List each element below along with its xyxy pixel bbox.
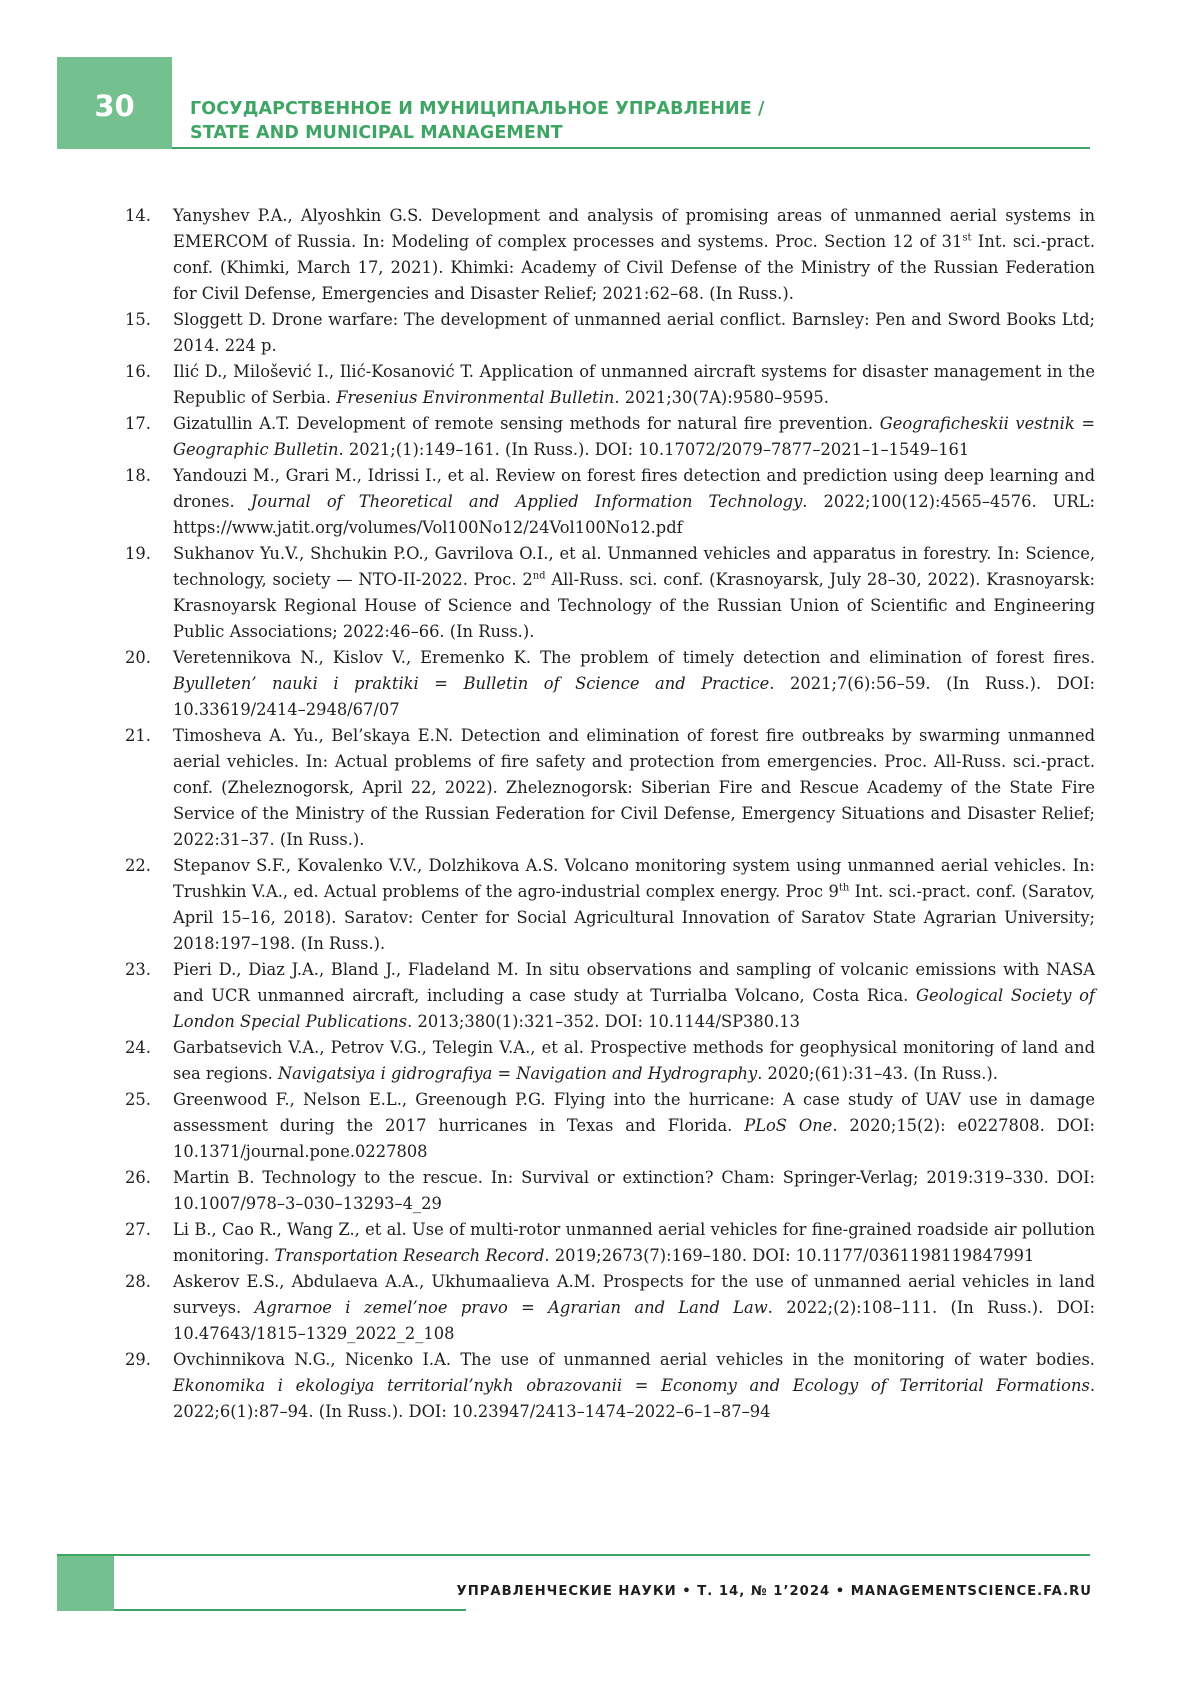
reference-number: 18.	[125, 466, 151, 485]
reference-item	[125, 1087, 1095, 1165]
reference-item	[125, 1347, 1095, 1425]
footer-color-block	[57, 1556, 114, 1611]
reference-item	[125, 1269, 1095, 1347]
reference-text: Int. sci.-pract. conf. (Saratov, April 15–16, 2018). Saratov: Center for Social Agricultural Innovation of Saratov State Agrarian University; 2018:197–198. (In Russ.).	[173, 882, 1095, 953]
reference-item	[125, 203, 1095, 307]
reference-superscript: st	[962, 232, 972, 244]
reference-text: . 2021;(1):149–161. (In Russ.). DOI: 10.17072/2079–7877–2021–1–1549–161	[338, 440, 970, 459]
reference-item	[125, 463, 1095, 541]
reference-text: . 2022;(2):108–111. (In Russ.). DOI: 10.47643/1815–1329_2022_2_108	[173, 1298, 1095, 1343]
reference-text: Askerov E.S., Abdulaeva A.A., Ukhumaalieva A.M. Prospects for the use of unmanned aerial vehicles in land surveys.	[173, 1272, 1095, 1317]
reference-number: 24.	[125, 1038, 151, 1057]
reference-number: 15.	[125, 310, 151, 329]
reference-source-title: Fresenius Environmental Bulletin	[336, 388, 615, 407]
page-number: 30	[94, 89, 135, 123]
reference-number: 28.	[125, 1272, 151, 1291]
footer-divider-bottom	[114, 1609, 466, 1611]
reference-source-title: Navigatsiya i gidrografiya = Navigation and Hydrography	[277, 1064, 758, 1083]
reference-text: . 2022;100(12):4565–4576. URL: https://www.jatit.org/volumes/Vol100No12/24Vol100No12.pdf	[173, 492, 1096, 537]
reference-text: Veretennikova N., Kislov V., Eremenko K. The problem of timely detection and elimination of forest fires.	[173, 648, 1095, 667]
reference-text: Greenwood F., Nelson E.L., Greenough P.G. Flying into the hurricane: A case study of UAV use in damage assessment during the 2017 hurricanes in Texas and Florida.	[173, 1090, 1095, 1135]
reference-text: Li B., Cao R., Wang Z., et al. Use of multi-rotor unmanned aerial vehicles for fine-grained roadside air pollution monitoring.	[173, 1220, 1095, 1265]
footer-journal-info: УПРАВЛЕНЧЕСКИЕ НАУКИ • Т. 14, № 1’2024 • MANAGEMENTSCIENCE.FA.RU	[456, 1584, 1092, 1599]
reference-number: 19.	[125, 544, 151, 563]
reference-text: Sukhanov Yu.V., Shchukin P.O., Gavrilova O.I., et al. Unmanned vehicles and apparatus in forestry. In: Science, technology, society — NTO-II-2022. Proc. 2	[173, 544, 1095, 589]
reference-source-title: Byulleten’ nauki i praktiki = Bulletin of Science and Practice	[173, 674, 770, 693]
header-divider	[172, 147, 1090, 149]
reference-text: Garbatsevich V.A., Petrov V.G., Telegin V.A., et al. Prospective methods for geophysical monitoring of land and sea regions.	[173, 1038, 1095, 1083]
footer-divider-top	[57, 1554, 1090, 1556]
reference-item	[125, 723, 1095, 853]
reference-list	[125, 203, 1095, 1425]
reference-number: 17.	[125, 414, 151, 433]
reference-text: Yanyshev P.A., Alyoshkin G.S. Development and analysis of promising areas of unmanned aerial systems in EMERCOM of Russia. In: Modeling of complex processes and systems. Proc. Section 12 of 31	[173, 206, 1095, 251]
reference-number: 27.	[125, 1220, 151, 1239]
reference-item	[125, 1035, 1095, 1087]
reference-superscript: th	[838, 882, 850, 894]
reference-text: Martin B. Technology to the rescue. In: Survival or extinction? Cham: Springer-Verlag; 2019:319–330. DOI: 10.1007/978–3–030–13293–4_29	[173, 1168, 1095, 1213]
reference-item	[125, 1217, 1095, 1269]
reference-text: . 2020;(61):31–43. (In Russ.).	[757, 1064, 998, 1083]
reference-number: 20.	[125, 648, 151, 667]
reference-text: Stepanov S.F., Kovalenko V.V., Dolzhikova A.S. Volcano monitoring system using unmanned aerial vehicles. In: Trushkin V.A., ed. Actual problems of the agro-industrial complex energy. Proc 9	[173, 856, 1095, 901]
reference-item	[125, 1165, 1095, 1217]
reference-number: 14.	[125, 206, 151, 225]
reference-text: Timosheva A. Yu., Bel’skaya E.N. Detection and elimination of forest fire outbreaks by swarming unmanned aerial vehicles. In: Actual problems of fire safety and protection from emergencies. Proc. All-Russ. sci.-pract. conf. (Zheleznogorsk, April 22, 2022). Zheleznogorsk: Siberian Fire and Rescue Academy of the State Fire Service of the Ministry of the Russian Federation for Civil Defense, Emergency Situations and Disaster Relief; 2022:31–37. (In Russ.).	[173, 726, 1095, 849]
reference-text: Ilić D., Milošević I., Ilić-Kosanović T. Application of unmanned aircraft systems for disaster management in the Republic of Serbia.	[173, 362, 1095, 407]
reference-superscript: nd	[532, 570, 546, 582]
reference-text: Pieri D., Diaz J.A., Bland J., Fladeland M. In situ observations and sampling of volcanic emissions with NASA and UCR unmanned aircraft, including a case study at Turrialba Volcano, Costa Rica.	[173, 960, 1095, 1005]
reference-source-title: Journal of Theoretical and Applied Information Technology	[250, 492, 803, 511]
reference-item	[125, 645, 1095, 723]
reference-text: Ovchinnikova N.G., Nicenko I.A. The use of unmanned aerial vehicles in the monitoring of water bodies.	[173, 1350, 1095, 1369]
reference-text: Int. sci.-pract. conf. (Khimki, March 17, 2021). Khimki: Academy of Civil Defense of the Ministry of the Russian Federation for Civil Defense, Emergencies and Disaster Relief; 2021:62–68. (In Russ.).	[173, 232, 1095, 303]
reference-text: . 2013;380(1):321–352. DOI: 10.1144/SP380.13	[407, 1012, 801, 1031]
reference-item	[125, 957, 1095, 1035]
journal-title-line-2: STATE AND MUNICIPAL MANAGEMENT	[190, 123, 563, 143]
reference-number: 25.	[125, 1090, 151, 1109]
reference-source-title: Agrarnoe i zemel’noe pravo = Agrarian and Land Law	[254, 1298, 768, 1317]
reference-number: 26.	[125, 1168, 151, 1187]
reference-source-title: Ekonomika i ekologiya territorial’nykh obrazovanii = Economy and Ecology of Territorial Formations	[173, 1376, 1090, 1395]
reference-source-title: Geological Society of London Special Publications	[173, 986, 1096, 1031]
reference-item	[125, 359, 1095, 411]
journal-title	[190, 97, 765, 145]
reference-source-title: Transportation Research Record	[274, 1246, 545, 1265]
reference-item	[125, 853, 1095, 957]
reference-text: . 2021;7(6):56–59. (In Russ.). DOI: 10.33619/2414–2948/67/07	[173, 674, 1095, 719]
journal-title-line-1: ГОСУДАРСТВЕННОЕ И МУНИЦИПАЛЬНОЕ УПРАВЛЕНИЕ /	[190, 99, 765, 119]
reference-number: 23.	[125, 960, 151, 979]
reference-item	[125, 307, 1095, 359]
reference-text: . 2022;6(1):87–94. (In Russ.). DOI: 10.23947/2413–1474–2022–6–1–87–94	[173, 1376, 1095, 1421]
reference-text: . 2019;2673(7):169–180. DOI: 10.1177/0361198119847991	[544, 1246, 1035, 1265]
reference-text: Yandouzi M., Grari M., Idrissi I., et al. Review on forest fires detection and prediction using deep learning and drones.	[173, 466, 1095, 511]
reference-text: . 2020;15(2): e0227808. DOI: 10.1371/journal.pone.0227808	[173, 1116, 1096, 1161]
reference-text: . 2021;30(7A):9580–9595.	[614, 388, 829, 407]
reference-item	[125, 411, 1095, 463]
reference-number: 22.	[125, 856, 151, 875]
reference-text: Sloggett D. Drone warfare: The development of unmanned aerial conflict. Barnsley: Pen and Sword Books Ltd; 2014. 224 p.	[173, 310, 1095, 355]
reference-source-title: Geograficheskii vestnik = Geographic Bulletin	[173, 414, 1095, 459]
reference-number: 29.	[125, 1350, 151, 1369]
reference-number: 21.	[125, 726, 151, 745]
reference-number: 16.	[125, 362, 151, 381]
reference-item	[125, 541, 1095, 645]
reference-text: Gizatullin A.T. Development of remote sensing methods for natural fire prevention.	[173, 414, 880, 433]
reference-source-title: PLoS One	[744, 1116, 833, 1135]
reference-text: All-Russ. sci. conf. (Krasnoyarsk, July 28–30, 2022). Krasnoyarsk: Krasnoyarsk Regional House of Science and Technology of the Russian Union of Scientific and Engineering Public Associations; 2022:46–66. (In Russ.).	[173, 570, 1095, 641]
